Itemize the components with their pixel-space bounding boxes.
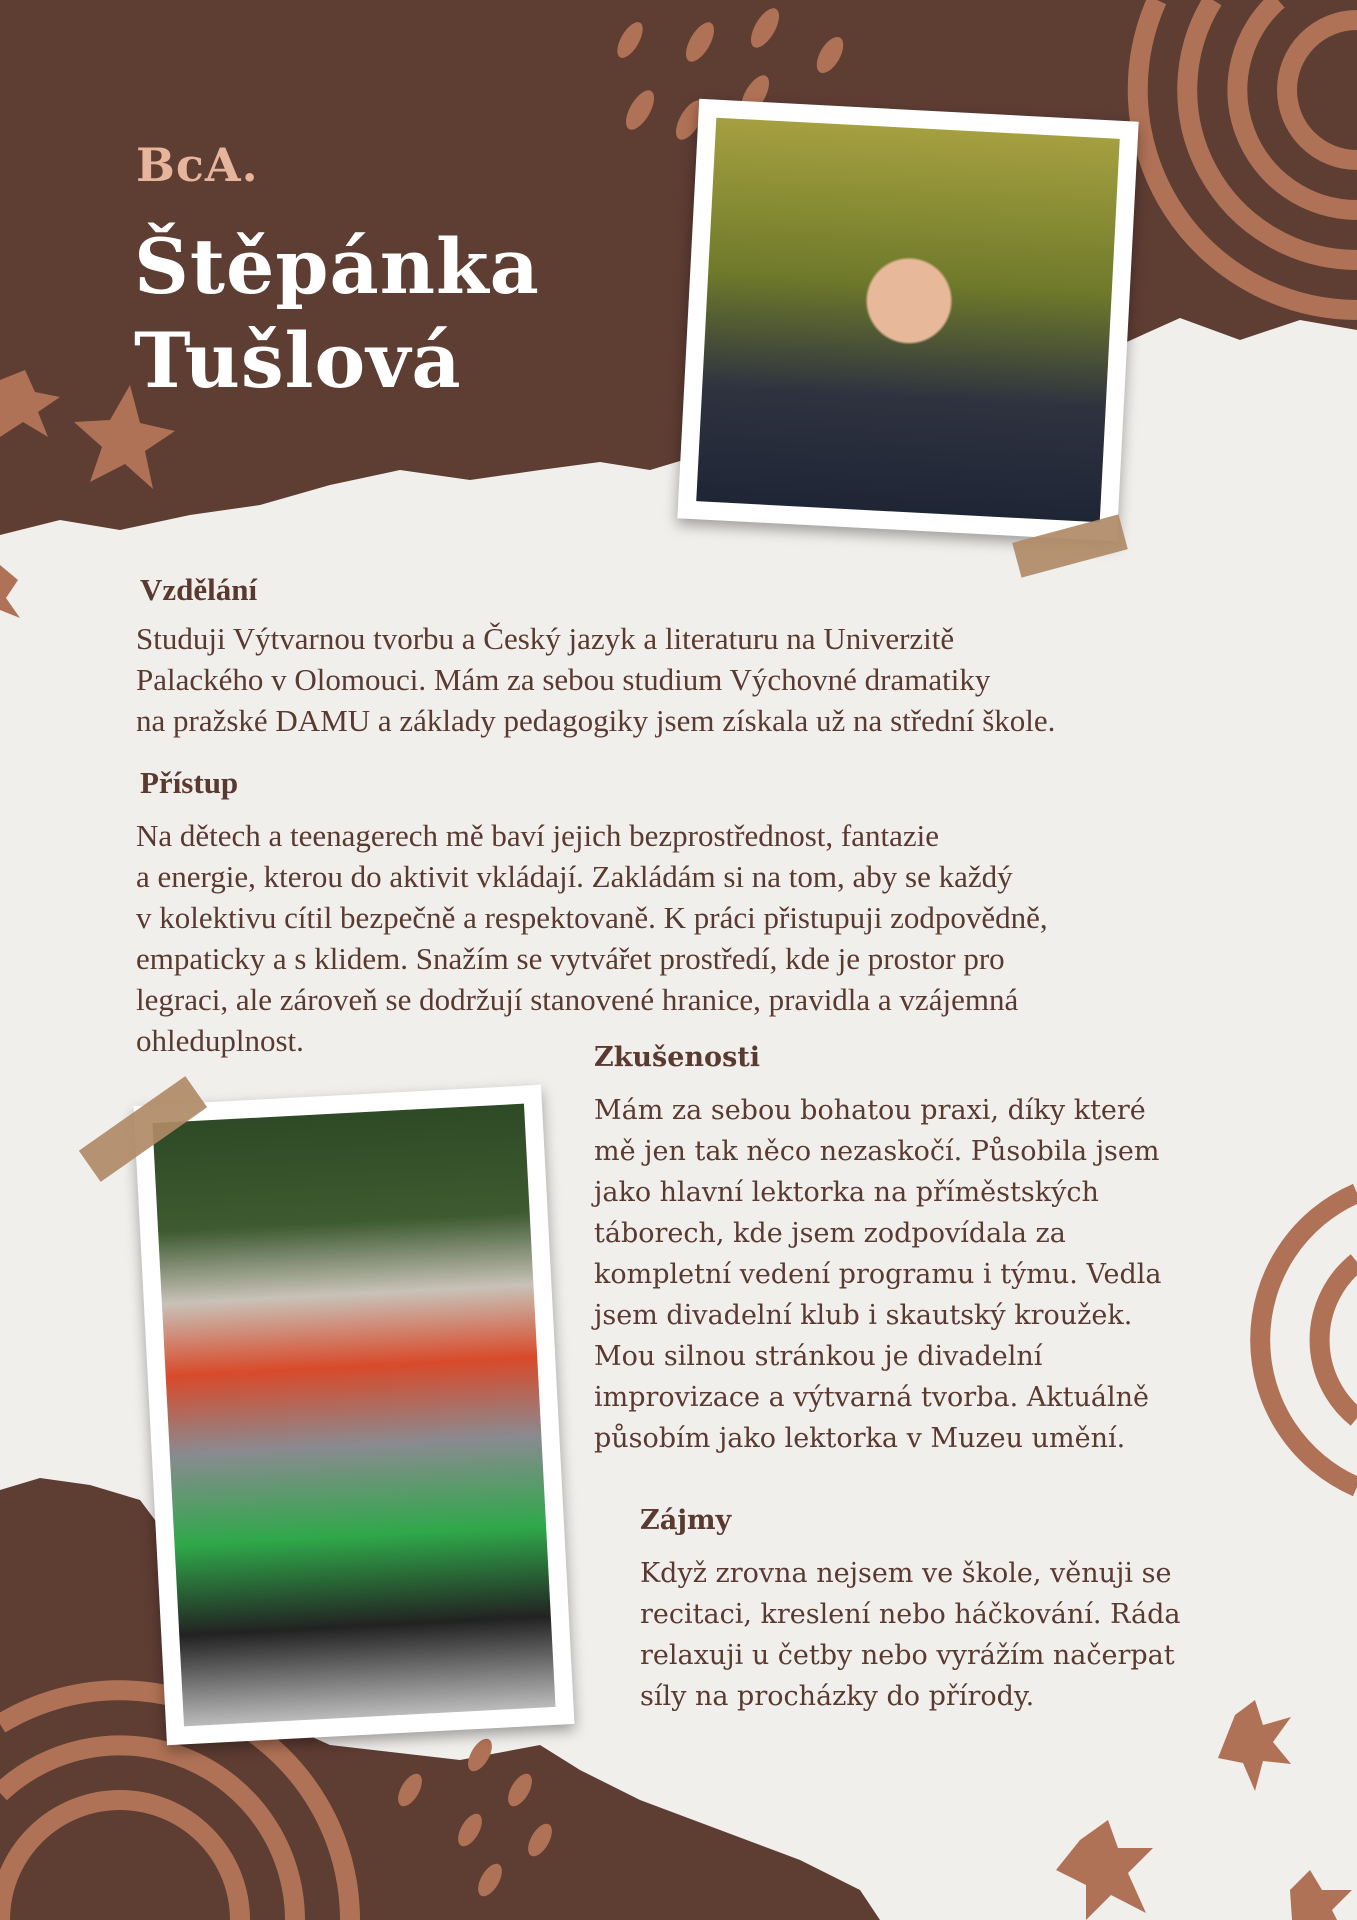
text-line: empaticky a s klidem. Snažím se vytvářet prostředí, kde je prostor pro (136, 941, 1005, 976)
text-line: Studuji Výtvarnou tvorbu a Český jazyk a literaturu na Univerzitě (136, 621, 955, 656)
interests-text (640, 1553, 1181, 1717)
interests-heading: Zájmy (640, 1505, 732, 1536)
star-doodle-bottom-right-icon (1056, 1700, 1352, 1920)
approach-heading: Přístup (140, 765, 239, 800)
education-text (136, 618, 1055, 741)
text-line: Mou silnou stránkou je divadelní (594, 1341, 1043, 1372)
text-line: Když zrovna nejsem ve škole, věnuji se (640, 1558, 1172, 1589)
first-name: Štěpánka (134, 222, 540, 311)
concentric-arcs-right-icon (1260, 1193, 1357, 1487)
text-line: táborech, kde jsem zodpovídala za (594, 1218, 1066, 1249)
text-line: improvizace a výtvarná tvorba. Aktuálně (594, 1382, 1149, 1413)
text-line: působím jako lektorka v Muzeu umění. (594, 1423, 1126, 1454)
text-line: ohleduplnost. (136, 1023, 304, 1058)
experience-heading: Zkušenosti (594, 1042, 760, 1073)
text-line: a energie, kterou do aktivit vkládají. Zakládám si na tom, aby se každý (136, 859, 1013, 894)
text-line: Na dětech a teenagerech mě baví jejich bezprostřednost, fantazie (136, 818, 940, 853)
text-line: legraci, ale zároveň se dodržují stanovené hranice, pravidla a vzájemná (136, 982, 1019, 1017)
text-line: v kolektivu cítil bezpečně a respektovaně. K práci přistupuji zodpovědně, (136, 900, 1048, 935)
approach-text (136, 815, 1048, 1061)
text-line: na pražské DAMU a základy pedagogiky jsem získala už na střední škole. (136, 703, 1056, 738)
text-line: síly na procházky do přírody. (640, 1681, 1035, 1712)
text-line: kompletní vedení programu i týmu. Vedla (594, 1259, 1162, 1290)
text-line: jsem divadelní klub i skautský kroužek. (594, 1300, 1133, 1331)
last-name: Tušlová (134, 316, 462, 405)
text-line: mě jen tak něco nezaskočí. Působila jsem (594, 1136, 1160, 1167)
text-line: recitaci, kreslení nebo háčkování. Ráda (640, 1599, 1181, 1630)
education-heading: Vzdělání (140, 572, 258, 607)
academic-degree: BcA. (136, 138, 259, 192)
text-line: jako hlavní lektorka na příměstských (594, 1177, 1099, 1208)
page-title (134, 220, 540, 408)
text-line: Palackého v Olomouci. Mám za sebou studium Výchovné dramatiky (136, 662, 991, 697)
text-line: Mám za sebou bohatou praxi, díky které (594, 1095, 1146, 1126)
activity-photo (134, 1085, 575, 1745)
text-line: relaxuji u četby nebo vyrážím načerpat (640, 1640, 1175, 1671)
portrait-photo (677, 99, 1138, 541)
experience-text (594, 1090, 1161, 1459)
